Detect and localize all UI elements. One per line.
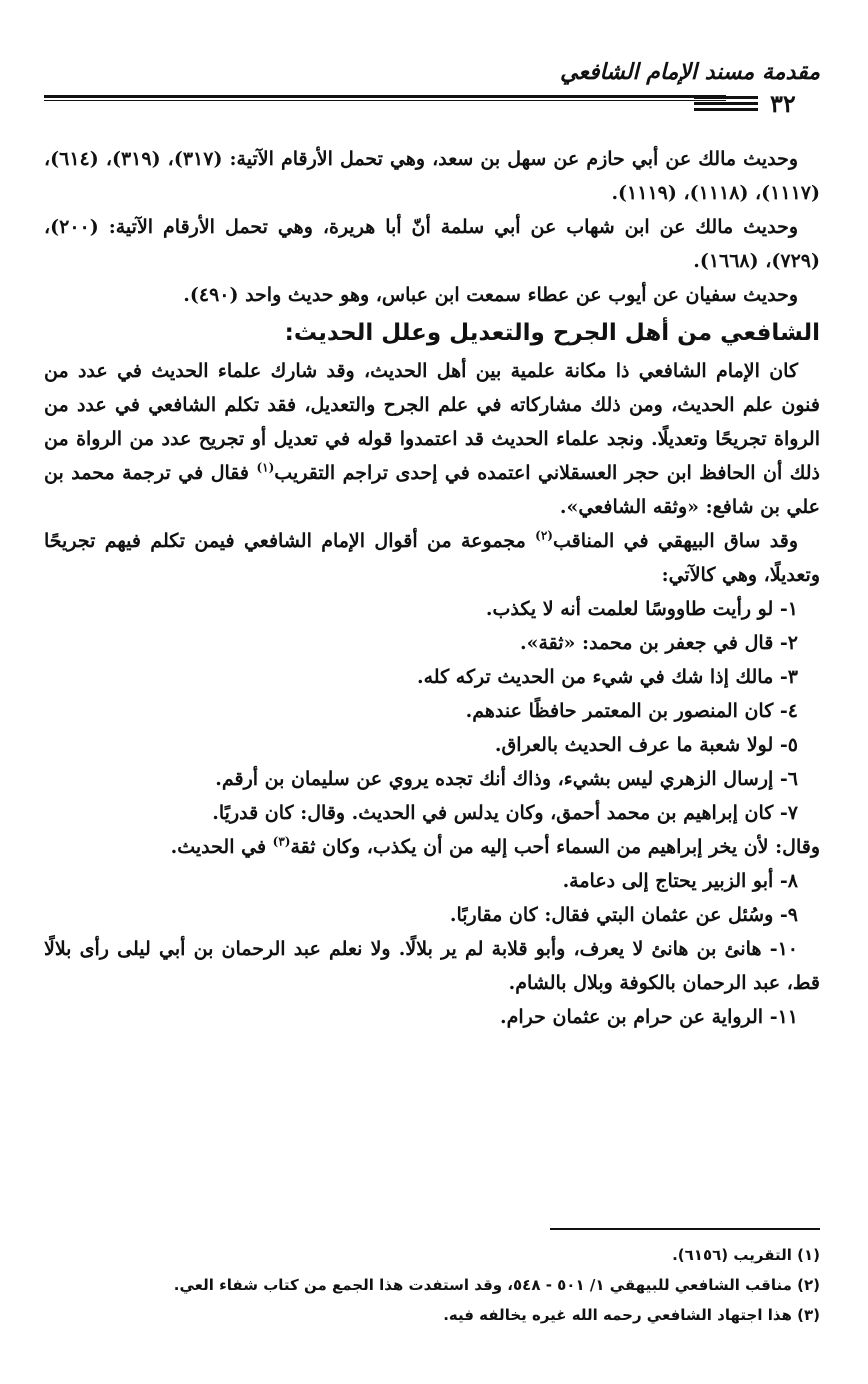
footnote-ref-3[interactable]: (٣) (272, 834, 291, 849)
footnote-ref-1[interactable]: (١) (256, 460, 275, 475)
list-item: ٢- قال في جعفر بن محمد: «ثقة». (519, 632, 798, 654)
list-item-7-continuation (44, 830, 820, 864)
list-item: ١- لو رأيت طاووسًا لعلمت أنه لا يكذب. (485, 598, 798, 620)
paragraph-2-text: وقد ساق البيهقي في المناقب (552, 530, 798, 552)
page-number: ٣٢ (770, 88, 796, 118)
list-item: ١٠- هانئ بن هانئ لا يعرف، وأبو قلابة لم ير بلالًا. ولا نعلم عبد الرحمان بن أبي ليلى رأى بلالًا قط، عبد الرحمان بالكوفة وبلال بالشام. (44, 938, 820, 994)
hadith-paragraph: وحديث مالك عن ابن شهاب عن أبي سلمة أنّ أبا هريرة، وهي تحمل الأرقام الآتية: (٢٠٠)، (٧٢٩)، (١٦٦٨). (44, 216, 820, 272)
list-item: ٤- كان المنصور بن المعتمر حافظًا عندهم. (465, 700, 798, 722)
list-item: ٣- مالك إذا شك في شيء من الحديث تركه كله. (417, 666, 798, 688)
footnote-separator (550, 1228, 820, 1230)
header-rule-thick (44, 95, 726, 98)
footnote-ref-2[interactable]: (٢) (535, 528, 553, 543)
body-text (44, 142, 820, 1034)
paragraph-1 (44, 354, 820, 524)
footnote-3: (٣) هذا اجتهاد الشافعي رحمه الله غيره يخالفه فيه. (443, 1306, 820, 1324)
list-item: ٨- أبو الزبير يحتاج إلى دعامة. (562, 870, 798, 892)
page-number-bars (694, 93, 758, 114)
running-header: مقدمة مسند الإمام الشافعي (560, 59, 820, 85)
list-item: ٦- إرسال الزهري ليس بشيء، وذاك أنك تجده يروي عن سليمان بن أرقم. (215, 768, 798, 790)
paragraph-1-text-after: فقال في ترجمة محمد بن علي بن شافع: «وثقه الشافعي». (44, 462, 820, 518)
section-heading: الشافعي من أهل الجرح والتعديل وعلل الحديث: (284, 320, 820, 346)
list-item: ٩- وسُئل عن عثمان البتي فقال: كان مقاربًا. (449, 904, 798, 926)
footnote-1: (١) التقريب (٦١٥٦). (672, 1246, 820, 1264)
footnotes (44, 1240, 820, 1330)
list-item: ٧- كان إبراهيم بن محمد أحمق، وكان يدلس في الحديث. وقال: كان قدريًا. (212, 802, 798, 824)
paragraph-1-text: كان الإمام الشافعي ذا مكانة علمية بين أهل الحديث، وقد شارك علماء الحديث في عدد من فنون علم الحديث، ومن ذلك مشاركاته في علم الجرح والتعديل، فقد تكلم الشافعي في عدد من الرواة تجريحًا وتعديلًا. ونجد علماء الحديث قد اعتمدوا قوله في تعديل أو تجريح عدد من الرواة من ذلك أن الحافظ ابن حجر العسقلاني اعتمده في إحدى تراجم التقريب (44, 360, 820, 484)
list-item: ٥- لولا شعبة ما عرف الحديث بالعراق. (494, 734, 798, 756)
hadith-paragraph: وحديث مالك عن أبي حازم عن سهل بن سعد، وهي تحمل الأرقام الآتية: (٣١٧)، (٣١٩)، (٦١٤)، (١١١٧)، (١١١٨)، (١١١٩). (44, 148, 820, 204)
paragraph-2-text-after: مجموعة من أقوال الإمام الشافعي فيمن تكلم فيهم تجريحًا وتعديلًا، وهي كالآتي: (44, 530, 820, 586)
footnote-2: (٢) مناقب الشافعي للبيهقي ١/ ٥٠١ - ٥٤٨، وقد استفدت هذا الجمع من كتاب شفاء العي. (173, 1276, 820, 1294)
paragraph-2 (44, 524, 820, 592)
list-item: ١١- الرواية عن حرام بن عثمان حرام. (500, 1006, 798, 1028)
item-7-cont-text: وقال: لأن يخر إبراهيم من السماء أحب إليه من أن يكذب، وكان ثقة (290, 836, 820, 858)
page-number-block (694, 88, 844, 118)
item-7-cont-text-after: في الحديث. (170, 836, 273, 858)
header-rule-thin (44, 100, 726, 101)
hadith-paragraph: وحديث سفيان عن أيوب عن عطاء سمعت ابن عباس، وهو حديث واحد (٤٩٠). (183, 284, 798, 306)
